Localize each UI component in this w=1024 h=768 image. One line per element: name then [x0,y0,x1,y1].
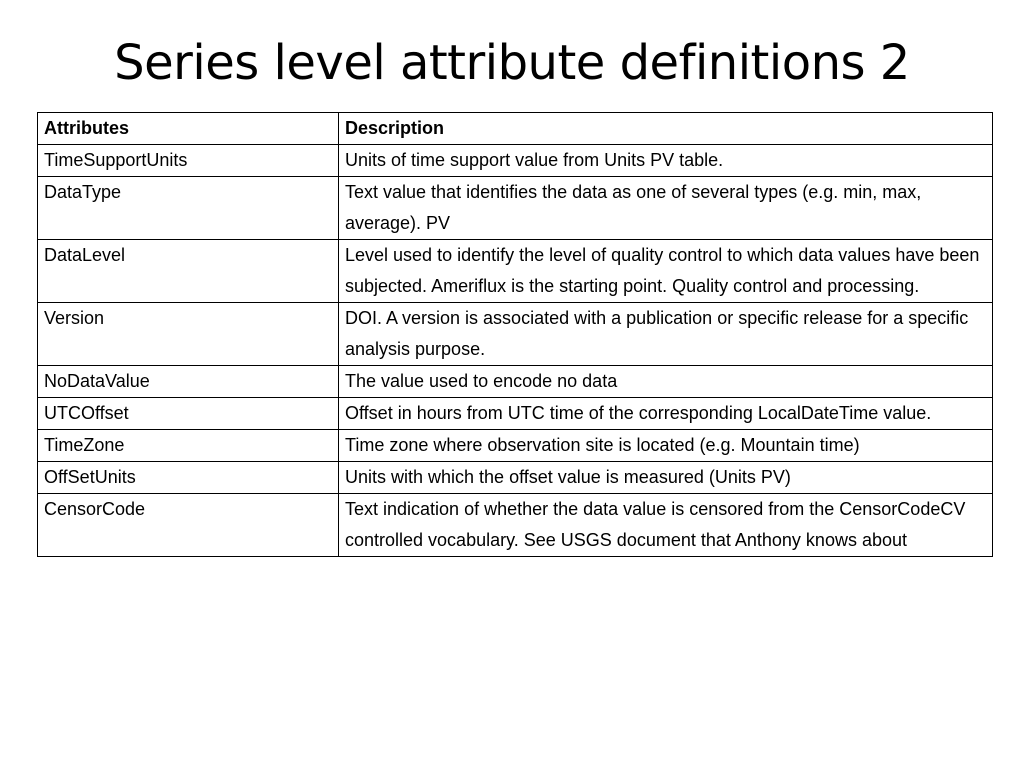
description-cell: Level used to identify the level of quality control to which data values have been subjected. Ameriflux is the starting point. Quality control and processing. [339,240,993,303]
header-description: Description [339,113,993,145]
table-row [38,240,993,303]
table-header-row [38,113,993,145]
table-row [38,303,993,366]
table-row [38,145,993,177]
attribute-cell: DataType [38,177,339,240]
attribute-cell: TimeZone [38,430,339,462]
attribute-cell: UTCOffset [38,398,339,430]
description-cell: The value used to encode no data [339,366,993,398]
attribute-cell: CensorCode [38,494,339,557]
table-row [38,177,993,240]
attribute-cell: OffSetUnits [38,462,339,494]
description-cell: Text value that identifies the data as one of several types (e.g. min, max, average). PV [339,177,993,240]
description-cell: Text indication of whether the data value is censored from the CensorCodeCV controlled vocabulary. See USGS document that Anthony knows about [339,494,993,557]
table-row [38,398,993,430]
slide-title: Series level attribute definitions 2 [114,35,910,91]
attribute-cell: TimeSupportUnits [38,145,339,177]
attribute-cell: Version [38,303,339,366]
table-row [38,366,993,398]
table-row [38,430,993,462]
description-cell: DOI. A version is associated with a publication or specific release for a specific analysis purpose. [339,303,993,366]
table-row [38,494,993,557]
description-cell: Time zone where observation site is located (e.g. Mountain time) [339,430,993,462]
description-cell: Units of time support value from Units PV table. [339,145,993,177]
description-cell: Units with which the offset value is measured (Units PV) [339,462,993,494]
attribute-cell: DataLevel [38,240,339,303]
header-attributes: Attributes [38,113,339,145]
description-cell: Offset in hours from UTC time of the corresponding LocalDateTime value. [339,398,993,430]
attribute-definitions-table [37,112,993,557]
table-row [38,462,993,494]
attribute-cell: NoDataValue [38,366,339,398]
